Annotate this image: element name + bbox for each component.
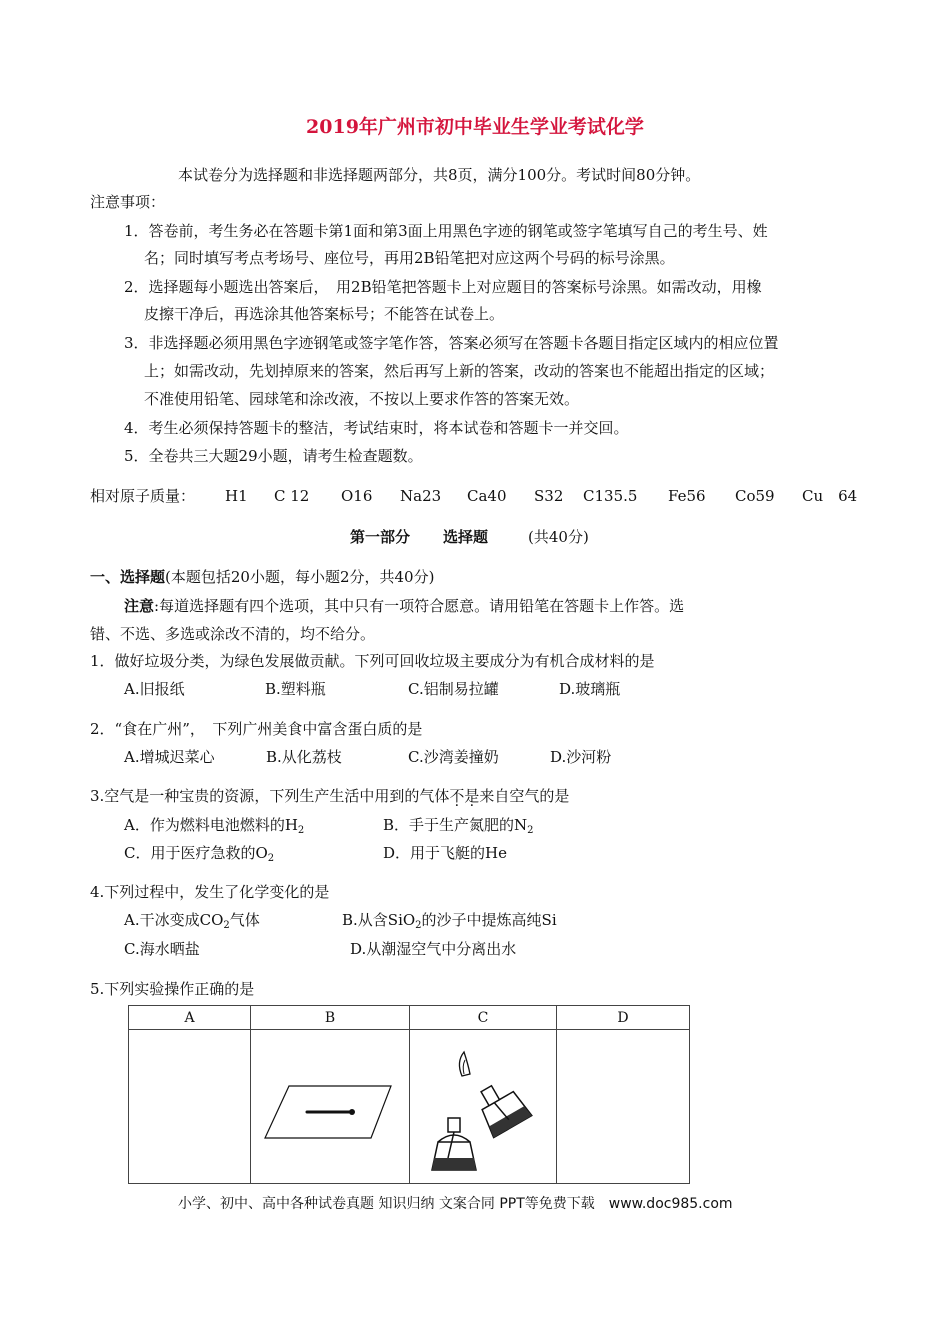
exam-title: 2019年广州市初中毕业生学业考试化学 [306, 116, 644, 138]
section1-heading [90, 567, 434, 587]
notice-3-line-3: 不准使用铅笔、园球笔和涂改液，不按以上要求作答的答案无效。 [144, 390, 580, 408]
q4-option-d: D.从潮湿空气中分离出水 [350, 940, 517, 958]
notice-3-line-1: 3．非选择题必须用黑色字迹钢笔或签字笔作答，答案必须写在答题卡各题目指定区域内的相应位置 [124, 334, 779, 352]
notice-1-line-2: 名；同时填写考点考场号、座位号，再用2B铅笔把对应这两个号码的标号涂黑。 [144, 249, 675, 267]
part1-label: 第一部分 [350, 528, 411, 546]
q2-option-d: D.沙河粉 [550, 748, 612, 766]
q1-option-d: D.玻璃瓶 [559, 680, 621, 698]
alcohol-lamp-lighting-illustration [410, 1030, 556, 1179]
q5-header-a: A [129, 1006, 251, 1030]
q5-cell-b [251, 1030, 410, 1184]
q3-emphasis-1: 不 [449, 787, 465, 805]
atomic-mass-na: Na23 [400, 487, 442, 505]
q2-stem: 2．“食在广州”， 下列广州美食中富含蛋白质的是 [90, 720, 423, 738]
atomic-mass-co: Co59 [735, 487, 775, 505]
q2-option-b: B.从化荔枝 [266, 748, 342, 766]
q2-option-c: C.沙湾姜撞奶 [408, 748, 499, 766]
q4-option-b: B.从含SiO$_2$的沙子中提炼高纯Si [342, 911, 557, 931]
section1-name: 选择题 [120, 568, 166, 586]
section1-note-label: 注意 [124, 597, 155, 615]
q2-option-a: A.增城迟菜心 [124, 748, 215, 766]
q3-option-a: A．作为燃料电池燃料的$H_2$ [124, 816, 305, 836]
q3-option-b: B．手于生产氮肥的$N_2$ [383, 816, 534, 836]
atomic-mass-fe: Fe56 [668, 487, 706, 505]
page-footer: 小学、初中、高中各种试卷真题 知识归纳 文案合同 PPT等免费下载 www.doc985.com [178, 1196, 733, 1212]
paper-with-rod-illustration [251, 1030, 409, 1179]
q3-option-c: C．用于医疗急救的$O_2$ [124, 844, 275, 864]
section1-note [124, 596, 684, 616]
q5-cell-d [557, 1030, 690, 1184]
q5-stem: 5.下列实验操作正确的是 [90, 980, 255, 998]
q5-header-c: C [410, 1006, 557, 1030]
section1-note-line2: 错、不选、多选或涂改不清的，均不给分。 [90, 625, 376, 643]
q1-stem: 1．做好垃圾分类，为绿色发展做贡献。下列可回收垃圾主要成分为有机合成材料的是 [90, 652, 655, 670]
q1-option-c: C.铝制易拉罐 [408, 680, 499, 698]
q5-cell-c [410, 1030, 557, 1184]
atomic-mass-cu: Cu 64 [802, 487, 858, 505]
q5-cell-a [129, 1030, 251, 1184]
notice-heading: 注意事项： [90, 193, 166, 211]
q4-option-a: A.干冰变成$CO_2$气体 [124, 911, 260, 931]
section1-note-text: :每道选择题有四个选项，其中只有一项符合愿意。请用铅笔在答题卡上作答。选 [154, 597, 685, 615]
q5-options-table [128, 1005, 690, 1184]
atomic-mass-s: S32 [534, 487, 564, 505]
notice-2-line-1: 2．选择题每小题选出答案后， 用2B铅笔把答题卡上对应题目的答案标号涂黑。如需改动，用橡 [124, 278, 762, 296]
q3-stem-post: 来自空气的是 [479, 787, 570, 805]
atomic-mass-label: 相对原子质量： [90, 487, 196, 505]
q3-option-d: D．用于飞艇的He [383, 844, 507, 862]
notice-4: 4．考生必须保持答题卡的整洁，考试结束时，将本试卷和答题卡一并交回。 [124, 419, 629, 437]
section1-number: 一、 [90, 568, 121, 586]
section1-desc: (本题包括20小题，每小题2分，共40分) [165, 568, 435, 586]
q3-stem-pre: 3.空气是一种宝贵的资源，下列生产生活中用到的气体 [90, 787, 450, 805]
q3-stem [90, 786, 569, 806]
notice-3-line-2: 上；如需改动，先划掉原来的答案，然后再写上新的答案，改动的答案也不能超出指定的区域； [144, 362, 775, 380]
part1-score: (共40分) [528, 528, 589, 546]
q3-emphasis-2: 是 [464, 787, 480, 805]
part1-name: 选择题 [443, 528, 489, 546]
notice-5: 5．全卷共三大题29小题，请考生检查题数。 [124, 447, 423, 465]
q4-stem: 4.下列过程中，发生了化学变化的是 [90, 883, 330, 901]
q1-option-b: B.塑料瓶 [265, 680, 326, 698]
atomic-mass-row [90, 486, 870, 506]
q5-header-d: D [557, 1006, 690, 1030]
exam-intro: 本试卷分为选择题和非选择题两部分，共8页，满分100分。考试时间80分钟。 [178, 166, 701, 184]
notice-1-line-1: 1．答卷前，考生务必在答题卡第1面和第3面上用黑色字迹的钢笔或签字笔填写自己的考生号、姓 [124, 222, 768, 240]
q4-option-c: C.海水晒盐 [124, 940, 200, 958]
atomic-mass-cl: C135.5 [583, 487, 638, 505]
q1-option-a: A.旧报纸 [124, 680, 185, 698]
atomic-mass-ca: Ca40 [467, 487, 507, 505]
atomic-mass-h: H1 [225, 487, 248, 505]
notice-2-line-2: 皮擦干净后，再选涂其他答案标号；不能答在试卷上。 [144, 305, 505, 323]
atomic-mass-o: O16 [341, 487, 373, 505]
q5-header-b: B [251, 1006, 410, 1030]
atomic-mass-c: C 12 [274, 487, 310, 505]
